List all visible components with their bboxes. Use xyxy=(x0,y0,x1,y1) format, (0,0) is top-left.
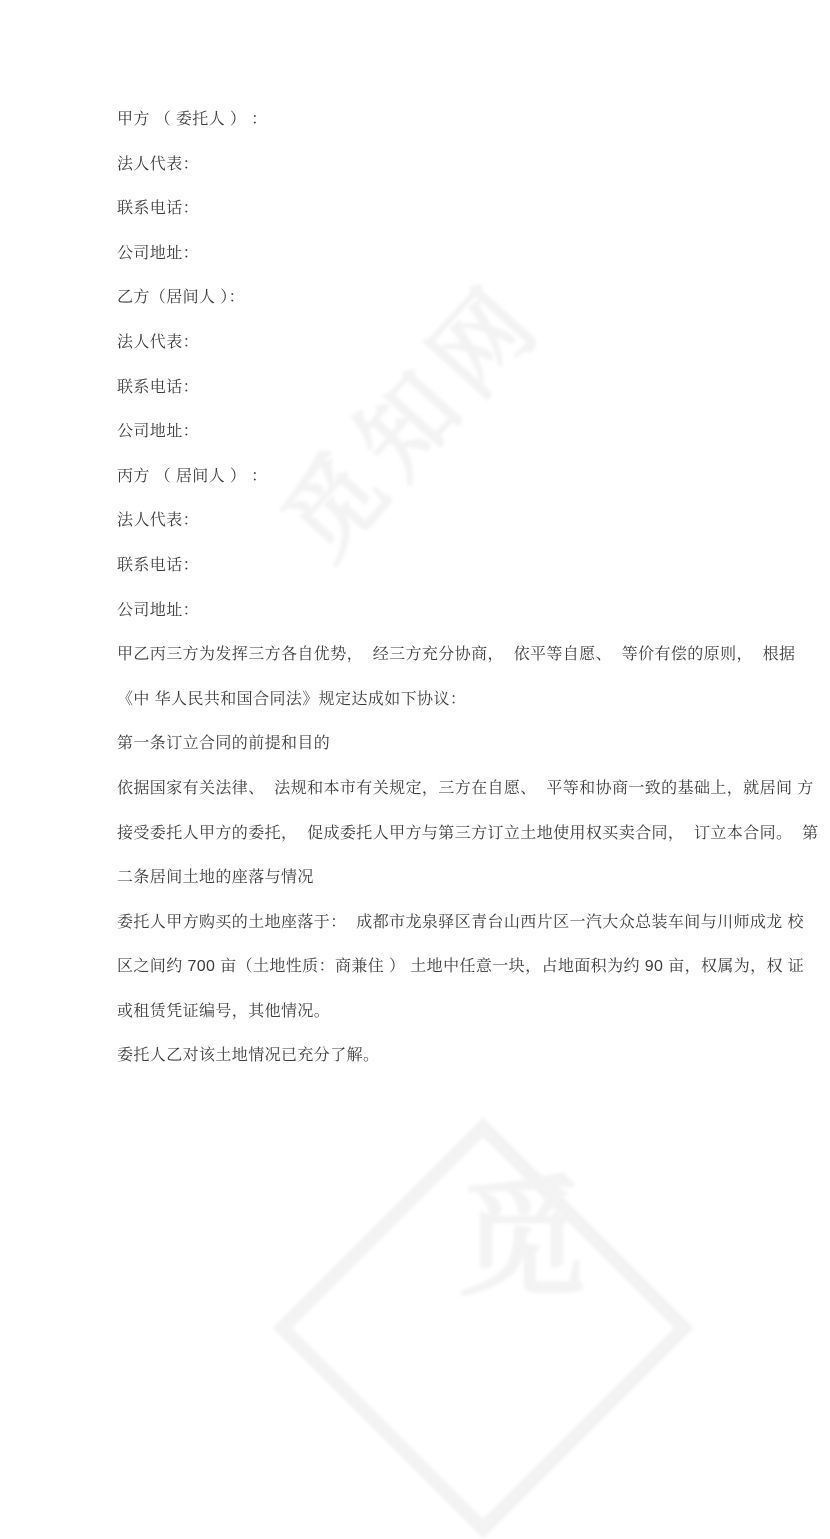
contract-text-body xyxy=(117,98,819,1079)
text-line: 公司地址： xyxy=(117,601,200,619)
text-line: 甲乙丙三方为发挥三方各自优势， 经三方充分协商， 依平等自愿、 等价有偿的原则， 根据 xyxy=(117,646,796,664)
site-watermark-logo-glyph: 觅 xyxy=(456,1166,588,1312)
text-line: 委托人甲方购买的土地座落于： 成都市龙泉驿区青台山西片区一汽大众总装车间与川师成龙 校 xyxy=(117,913,804,931)
text-line: 区之间约 700 亩（土地性质：商兼住 ） 土地中任意一块，占地面积为约 90 亩，权属为，权 证 xyxy=(117,958,805,976)
text-line: 公司地址： xyxy=(117,244,200,262)
text-line: 《中 华人民共和国合同法》规定达成如下协议： xyxy=(117,690,467,708)
text-line: 第一条订立合同的前提和目的 xyxy=(117,735,331,753)
text-line: 甲方 （ 委托人 ） ： xyxy=(117,111,268,128)
text-line: 联系电话： xyxy=(117,378,200,396)
text-line: 法人代表： xyxy=(117,333,200,351)
text-line: 二条居间土地的座落与情况 xyxy=(117,869,314,887)
text-line: 依据国家有关法律、 法规和本市有关规定，三方在自愿、 平等和协商一致的基础上，就居间 方 xyxy=(117,779,814,797)
text-line: 法人代表： xyxy=(117,512,200,530)
text-line: 法人代表： xyxy=(117,155,200,173)
text-line: 联系电话： xyxy=(117,200,200,218)
text-line: 或租赁凭证编号，其他情况。 xyxy=(117,1002,331,1020)
site-watermark-diamond-logo xyxy=(272,1117,693,1538)
text-line: 乙方（居间人 ）： xyxy=(117,289,246,307)
text-line: 丙方 （ 居间人 ） ： xyxy=(117,467,268,485)
text-line: 接受委托人甲方的委托， 促成委托人甲方与第三方订立土地使用权买卖合同， 订立本合同。 第 xyxy=(117,824,819,842)
text-line: 联系电话： xyxy=(117,556,200,574)
text-line: 公司地址： xyxy=(117,423,200,441)
text-line: 委托人乙对该土地情况已充分了解。 xyxy=(117,1047,380,1065)
site-watermark-text: 觅知网 xyxy=(263,261,565,579)
